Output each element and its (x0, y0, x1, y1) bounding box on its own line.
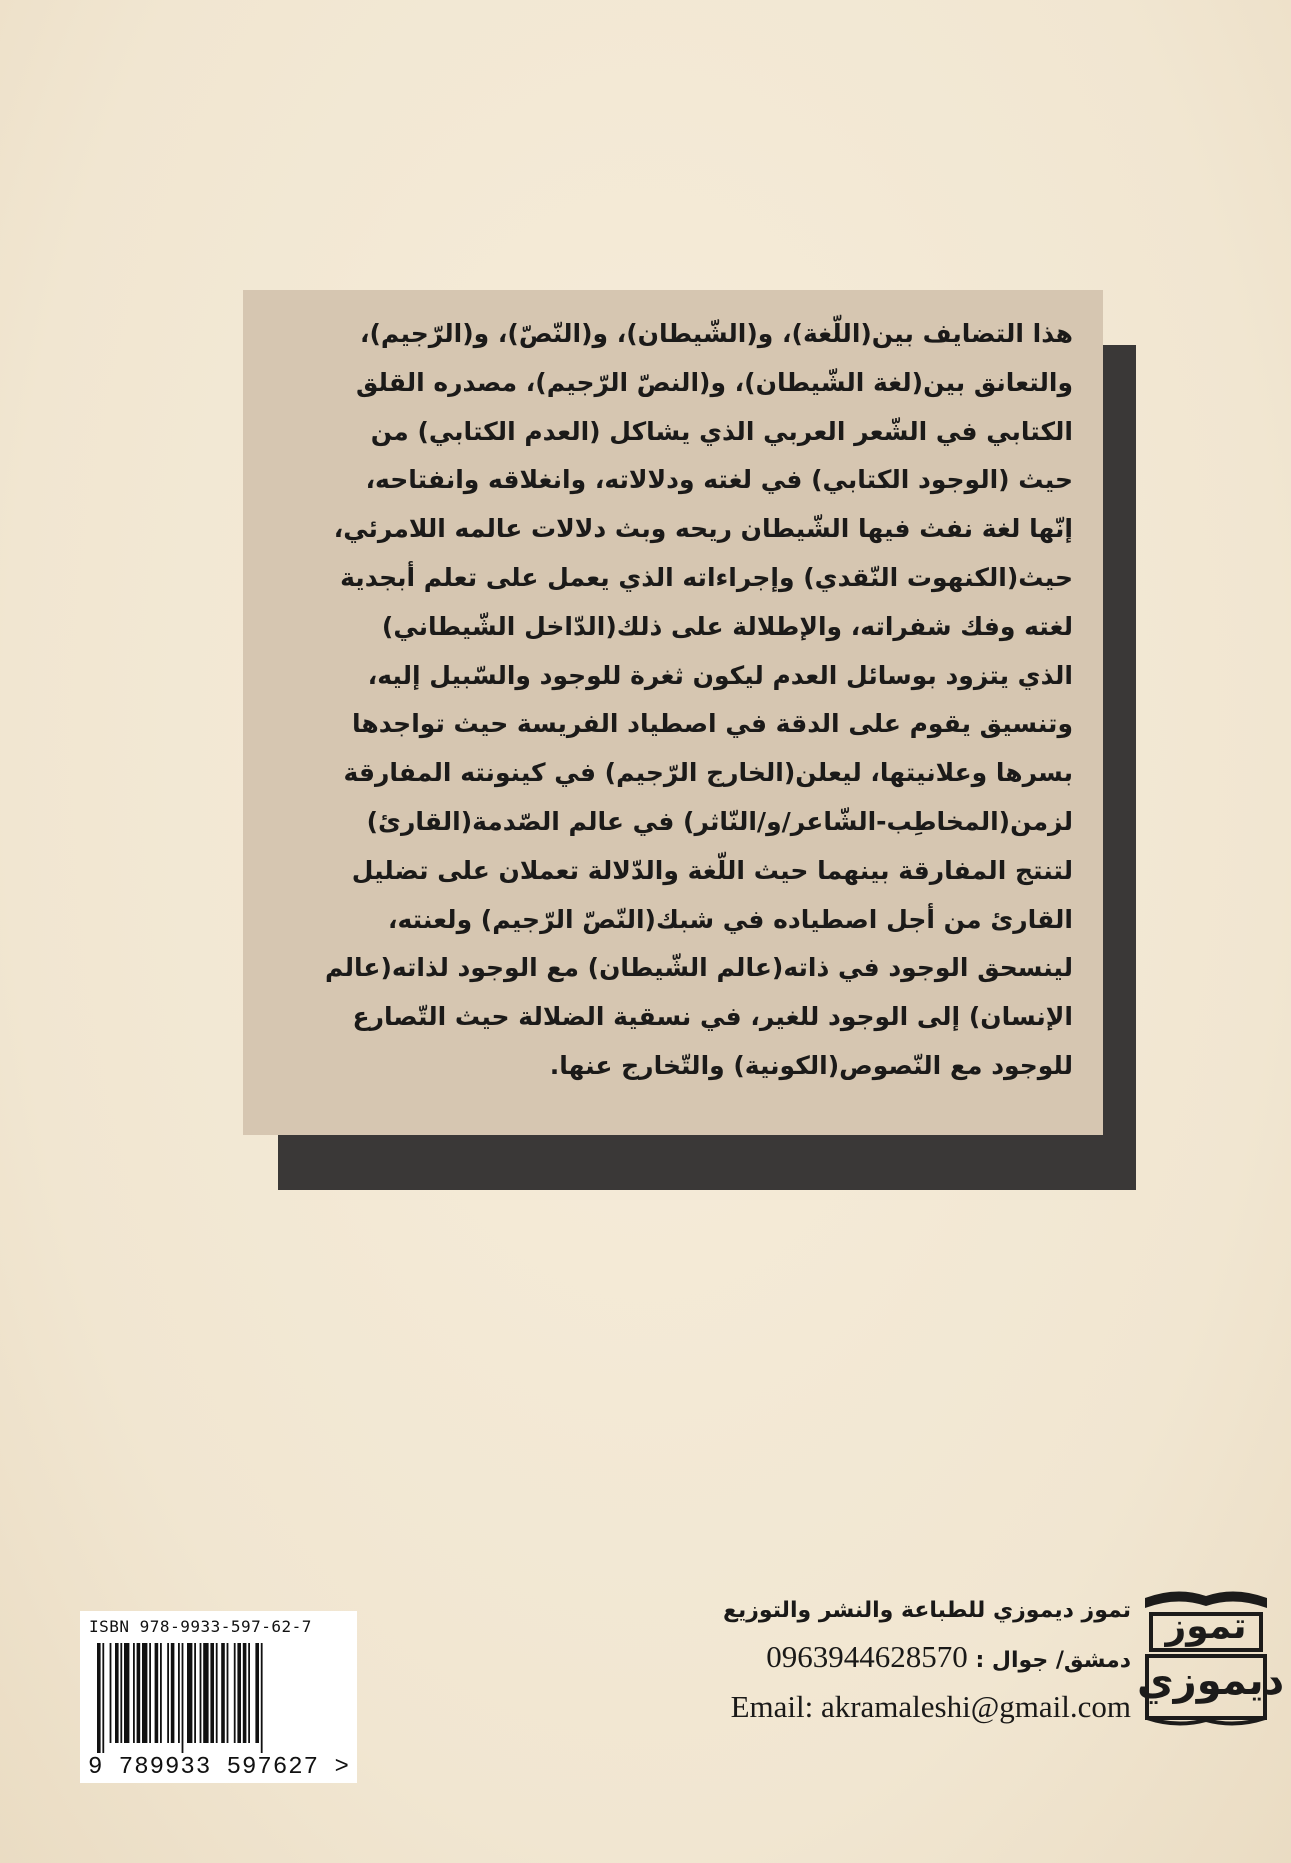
barcode-bar (115, 1643, 119, 1743)
barcode-bar (97, 1643, 101, 1753)
barcode-bar (255, 1643, 259, 1743)
barcode-bar (210, 1643, 214, 1743)
isbn-number: ISBN 978-9933-597-62-7 (89, 1617, 312, 1636)
barcode-bar (234, 1643, 236, 1743)
logo-text-line-2: ديموزي (1137, 1658, 1285, 1704)
barcode-bar (182, 1643, 184, 1753)
blurb-line: حيث(الكنهوت النّقدي) وإجراءاته الذي يعمل على تعلم أبجدية (340, 562, 1073, 592)
barcode-bar (203, 1643, 208, 1743)
barcode-bar (149, 1643, 151, 1743)
isbn-barcode-label (80, 1611, 357, 1783)
barcode-bar (237, 1643, 241, 1743)
logo-text-line-1: تموز (1165, 1606, 1247, 1647)
barcode-bar (261, 1643, 263, 1753)
barcode-bar (155, 1643, 159, 1743)
publisher-email: Email: akramaleshi@gmail.com (730, 1689, 1131, 1724)
blurb-line: الإنسان) إلى الوجود للغير، في نسقية الضلالة حيث التّصارع (352, 1002, 1073, 1032)
publisher-name: تموز ديموزي للطباعة والنشر والتوزيع (722, 1598, 1131, 1623)
blurb-line: حيث (الوجود الكتابي) في لغته ودلالاته، وانغلاقه وانفتاحه، (365, 465, 1073, 495)
barcode-bar (248, 1643, 250, 1743)
barcode-bar (167, 1643, 169, 1743)
blurb-line: القارئ من أجل اصطياده في شبك(النّصّ الرّجيم) ولعنته، (388, 904, 1073, 934)
barcode-bar (133, 1643, 135, 1743)
publisher-phone: 0963944628570 (766, 1639, 968, 1674)
barcode-bar (142, 1643, 147, 1743)
publisher-location-label: دمشق/ جوال : (975, 1648, 1131, 1673)
publisher-phone-line (571, 1634, 1131, 1684)
blurb-line: وتنسيق يقوم على الدقة في اصطياد الفريسة حيث تواجدها (352, 709, 1073, 739)
barcode-image (91, 1643, 341, 1753)
barcode-bar (137, 1643, 141, 1743)
barcode-bar (216, 1643, 218, 1743)
publisher-logo (1137, 1578, 1285, 1728)
barcode-bar (110, 1643, 112, 1743)
barcode-bar (221, 1643, 225, 1743)
blurb-line: والتعانق بين(لغة الشّيطان)، و(النصّ الرّجيم)، مصدره القلق (355, 367, 1073, 397)
blurb-line: لتنتج المفارقة بينهما حيث اللّغة والدّلالة تعملان على تضليل (351, 855, 1073, 885)
book-stack-icon (1137, 1578, 1285, 1728)
blurb-line: إنّها لغة نفث فيها الشّيطان ريحه وبث دلالات عالمه اللامرئي، (333, 514, 1073, 544)
barcode-digits: 9 789933 597627 > (88, 1754, 350, 1781)
barcode-bar (171, 1643, 175, 1743)
publisher-info (571, 1588, 1131, 1730)
barcode-bar (243, 1643, 247, 1743)
blurb-line: الكتابي في الشّعر العربي الذي يشاكل (العدم الكتابي) من (370, 416, 1073, 446)
blurb-line: بسرها وعلانيتها، ليعلن(الخارج الرّجيم) في كينونته المفارقة (343, 758, 1073, 788)
blurb-line: لزمن(المخاطِب-الشّاعر/و/النّاثر) في عالم الصّدمة(القارئ) (366, 806, 1073, 836)
blurb-line: الذي يتزود بوسائل العدم ليكون ثغرة للوجود والسّبيل إليه، (367, 660, 1073, 690)
barcode-bar (102, 1643, 104, 1753)
barcode-bar (227, 1643, 229, 1743)
barcode-bar (194, 1643, 196, 1743)
barcode-bar (124, 1643, 129, 1743)
blurb-text (273, 310, 1073, 1091)
barcode-bar (187, 1643, 192, 1743)
blurb-line: للوجود مع النّصوص(الكونية) والتّخارج عنها. (549, 1050, 1073, 1080)
blurb-line: هذا التضايف بين(اللّغة)، و(الشّيطان)، و(النّصّ)، و(الرّجيم)، (359, 319, 1073, 348)
blurb-line: لغته وفك شفراته، والإطلالة على ذلك(الدّاخل الشّيطاني) (381, 611, 1073, 641)
barcode-bar (200, 1643, 202, 1743)
barcode-bar (160, 1643, 162, 1743)
barcode-bar (120, 1643, 122, 1743)
blurb-line: لينسحق الوجود في ذاته(عالم الشّيطان) مع الوجود لذاته(عالم (325, 953, 1073, 983)
blurb-box (243, 290, 1103, 1135)
barcode-bar (178, 1643, 180, 1743)
